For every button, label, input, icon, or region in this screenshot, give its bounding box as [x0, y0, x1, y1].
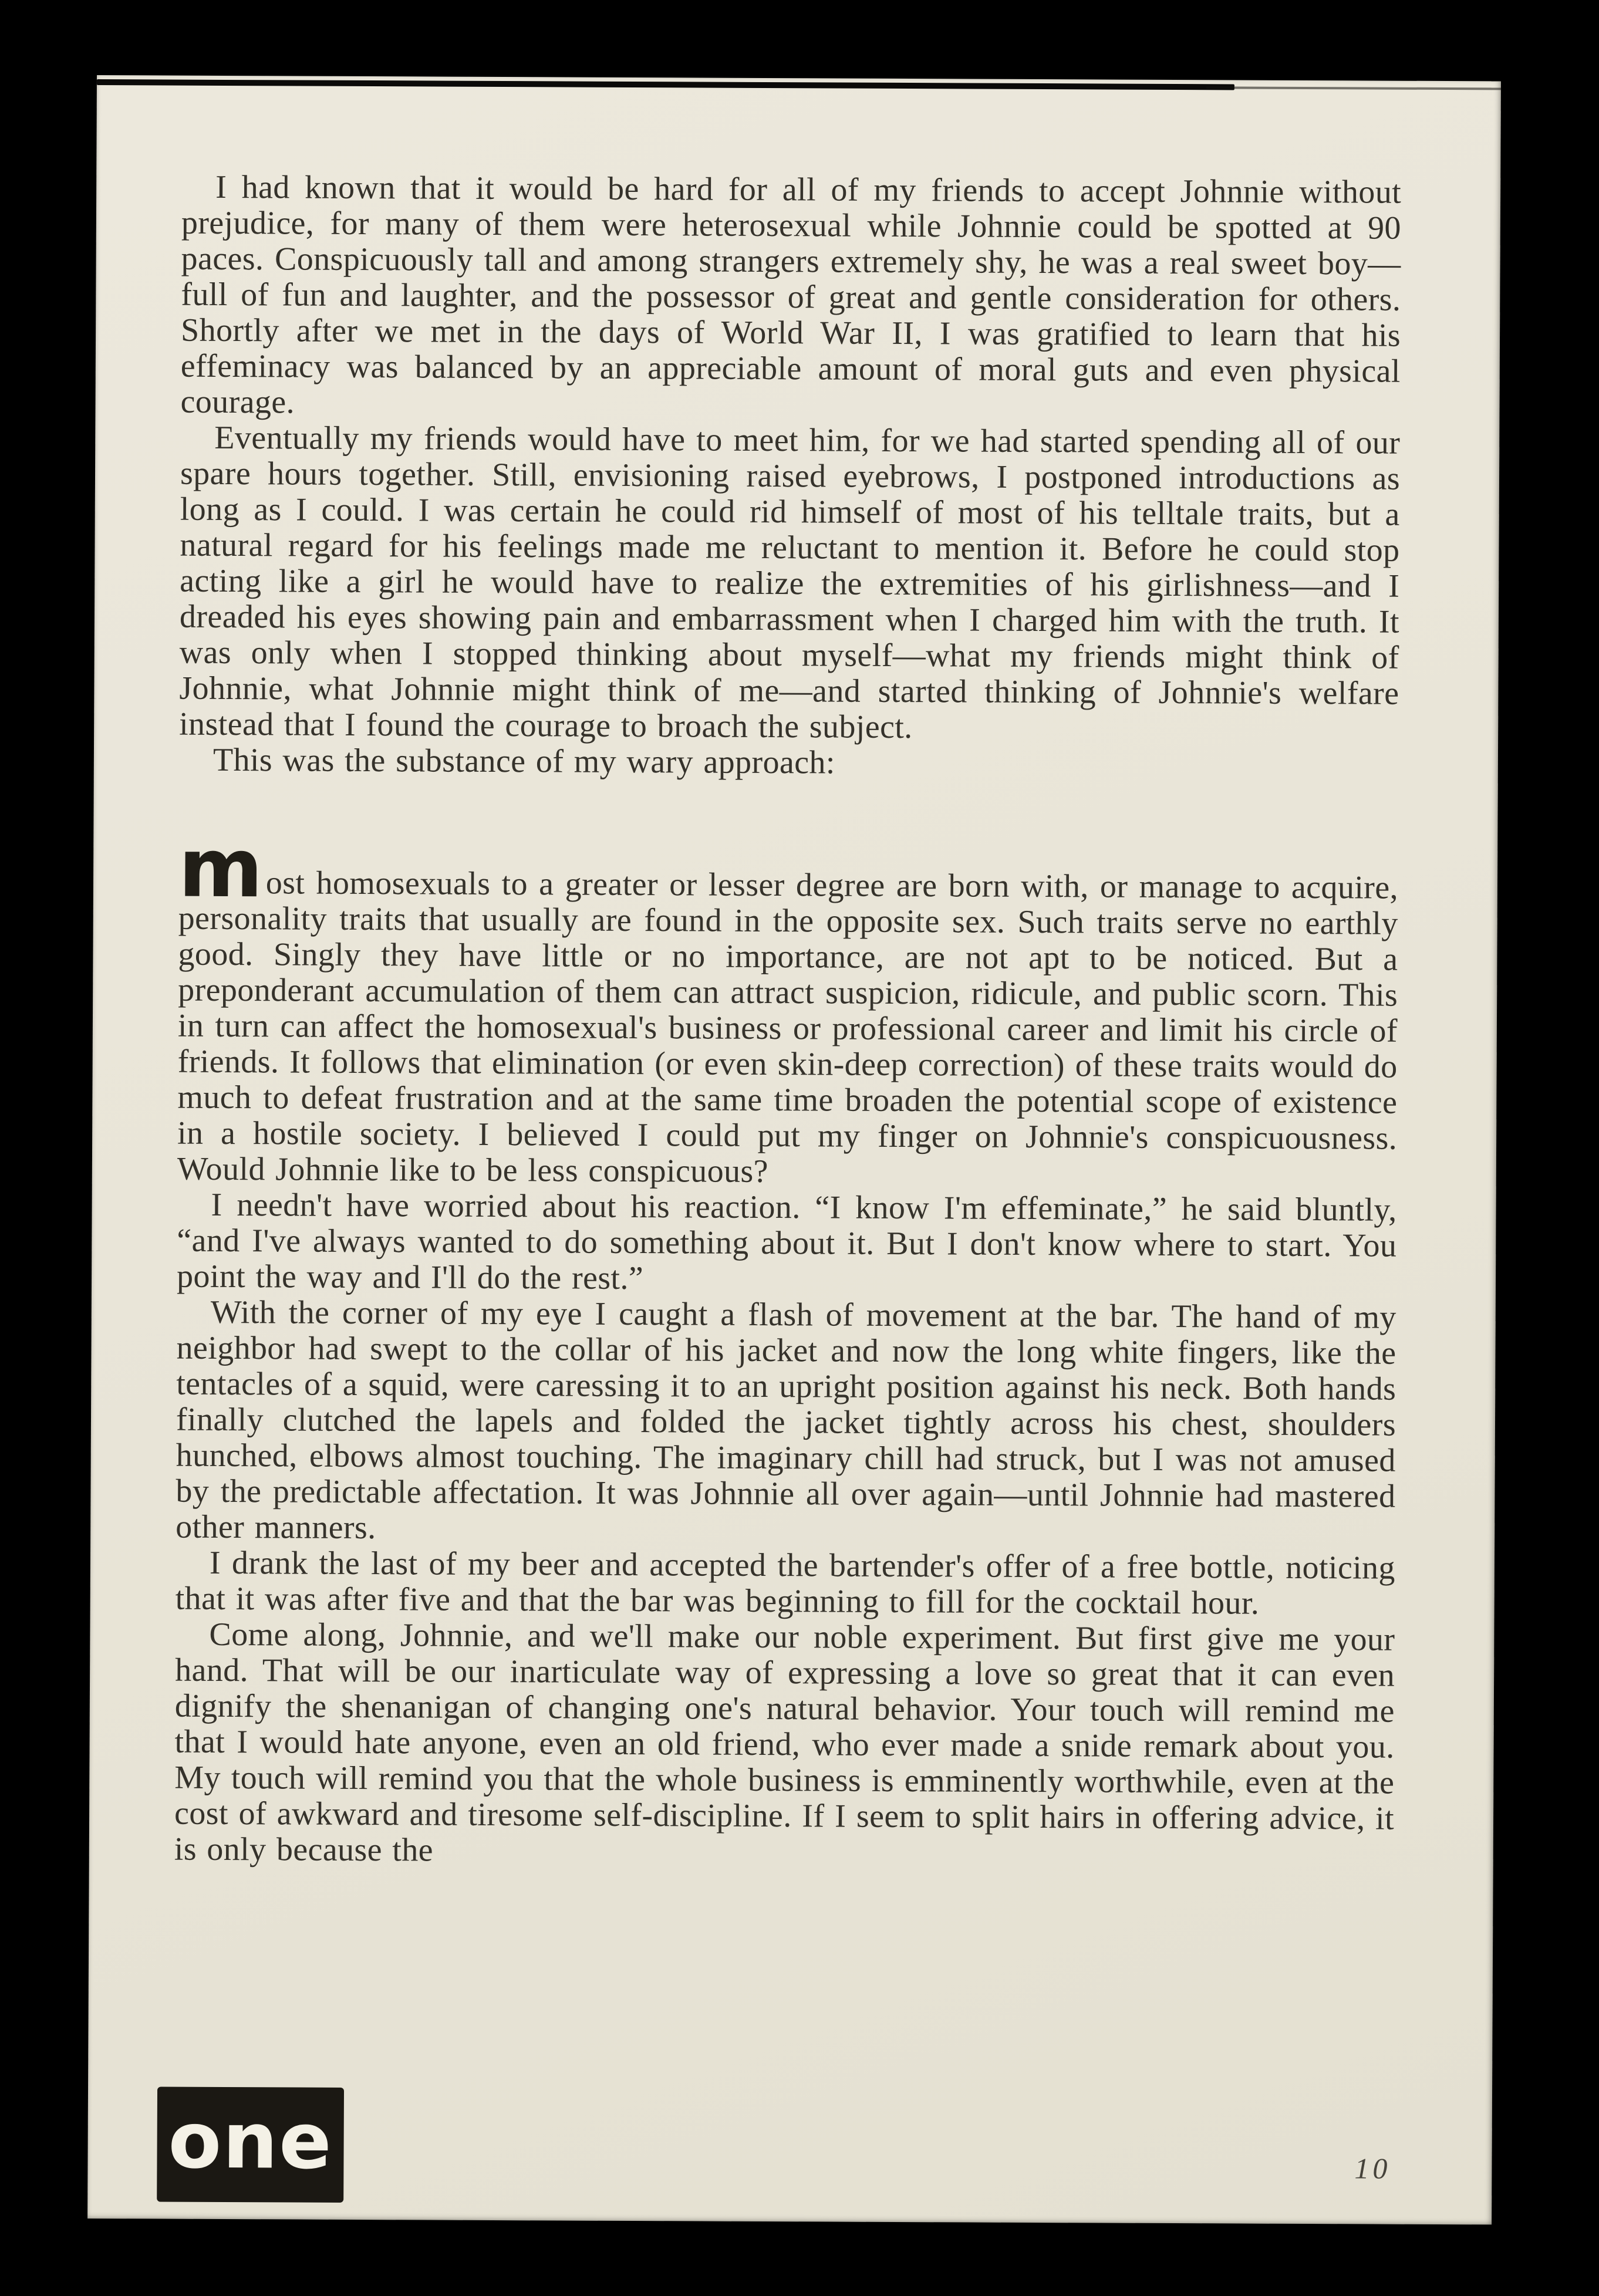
page-top-edge-shadow: [97, 79, 1234, 90]
paragraph: I had known that it would be hard for all of my friends to accept Johnnie without prejudice, for many of them were heterosexual while Johnnie could be spotted at 90 paces. Conspicuously tall and among strangers extremely shy, he was a real sweet boy—full of fun and laughter, and the possessor of great and gentle consideration for others. Shortly after we met in the days of World War II, I was gratified to learn that his effeminacy was balanced by an appreciable amount of moral guts and even physical courage.: [180, 168, 1402, 421]
article-section: [174, 821, 1399, 1873]
magazine-page: [87, 75, 1501, 2224]
section-paragraph: With the corner of my eye I caught a flash of movement at the bar. The hand of my neighbor had swept to the collar of his jacket and now the long white fingers, like the tentacles of a squid, were caressing it to an upright position against his neck. Both hands finally clutched the lapels and folded the jacket tightly across his chest, shoulders hunched, elbows almost touching. The imaginary chill had struck, but I was not amused by the predictable affectation. It was Johnnie all over again—until Johnnie had mastered other manners.: [176, 1294, 1396, 1547]
paragraph: This was the substance of my wary approach:: [212, 741, 835, 781]
section-paragraph: I needn't have worried about his reaction. “I know I'm effeminate,” he said bluntly, “and I've always wanted to do something about it. But I don't know where to start. You point the way and I'll do the rest.”: [176, 1186, 1397, 1297]
page-top-edge-shadow-right: [1206, 86, 1501, 90]
section-first-paragraph: [177, 821, 1399, 1193]
logo-text: one: [168, 2095, 333, 2187]
drop-cap-m: m: [178, 821, 262, 916]
paragraph: Eventually my friends would have to meet him, for we had started spending all of our spare hours together. Still, envisioning raised eyebrows, I postponed introductions as long as I could. I was certain he could rid himself of most of his telltale traits, but a natural regard for his feelings made me reluctant to mention it. Before he could stop acting like a girl he would have to realize the extremities of his girlishness—and I dreaded his eyes showing pain and embarrassment when I charged him with the truth. It was only when I stopped thinking about myself—what my friends might think of Johnnie, what Johnnie might think of me—and started thinking of Johnnie's welfare instead that I found the courage to broach the subject.: [179, 419, 1401, 746]
one-magazine-logo: [157, 2086, 344, 2202]
article-body: [174, 170, 1402, 1873]
page-number: 10: [1354, 2152, 1391, 2185]
section-first-paragraph-text: ost homosexuals to a greater or lesser degree are born with, or manage to acquire, personality traits that usually are found in the opposite sex. Such traits serve no earthly good. Singly they have little or no importance, are not apt to be noticed. But a preponderant accumulation of them can attract suspicion, ridicule, and public scorn. This in turn can affect the homosexual's business or professional career and limit his circle of friends. It follows that elimination (or even skin-deep correction) of these traits would do much to defeat frustration and at the same time broaden the potential scope of existence in a hostile society. I believed I could put my finger on Johnnie's conspicuousness. Would Johnnie like to be less conspicuous?: [177, 865, 1399, 1190]
section-paragraph: I drank the last of my beer and accepted the bartender's offer of a free bottle, noticing that it was after five and that the bar was beginning to fill for the cocktail hour.: [175, 1544, 1396, 1622]
section-paragraph: Come along, Johnnie, and we'll make our noble experiment. But first give me your hand. That will be our inarticulate way of expressing a love so great that it can even dignify the shenanigan of changing one's natural behavior. Your touch will remind me that I would hate anyone, even an old friend, who ever made a snide remark about you. My touch will remind you that the whole business is emminently worthwhile, even at the cost of awkward and tiresome self-discipline. If I seem to split hairs in offering advice, it is only because the: [174, 1616, 1395, 1869]
